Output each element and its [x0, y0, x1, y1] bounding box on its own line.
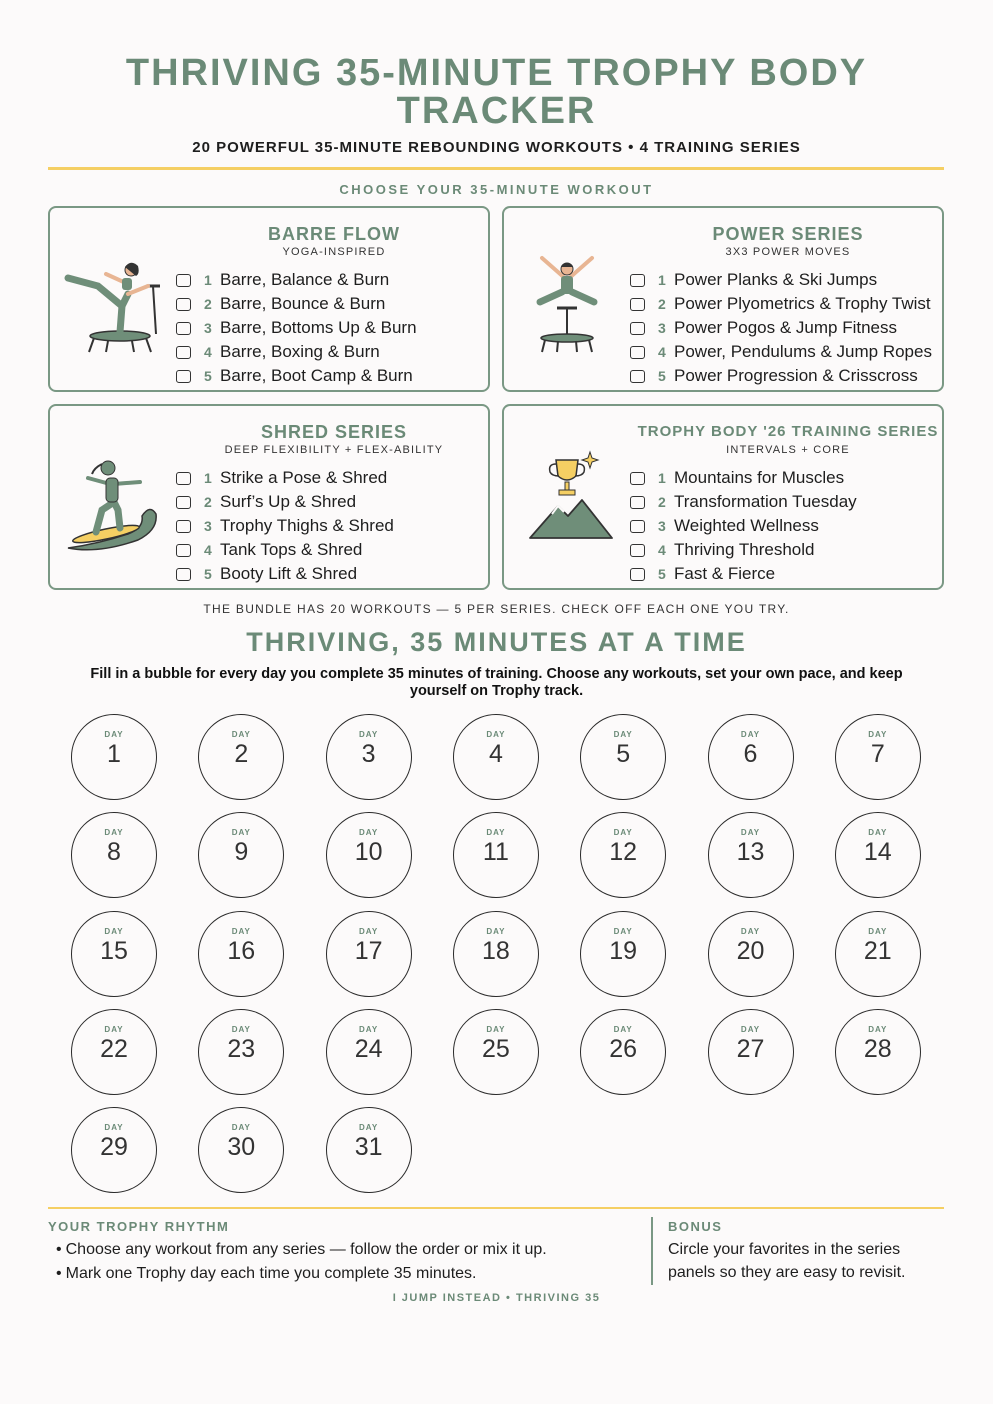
day-label: DAY [359, 828, 379, 838]
day-label: DAY [613, 730, 633, 739]
day-label: DAY [104, 1024, 124, 1034]
day-bubble[interactable] [835, 714, 921, 800]
day-label: DAY [868, 926, 888, 936]
series-subtitle: INTERVALS + CORE [726, 444, 850, 456]
day-number: 18 [481, 936, 510, 965]
rhythm-list [56, 1238, 547, 1286]
tracker-heading: THRIVING, 35 MINUTES AT A TIME [246, 627, 747, 657]
day-label: DAY [104, 1123, 124, 1133]
day-number: 17 [354, 936, 383, 965]
day-number: 30 [227, 1133, 256, 1162]
day-number: 23 [227, 1034, 256, 1063]
checkbox[interactable] [176, 274, 191, 287]
day-bubble[interactable] [580, 714, 666, 800]
day-label: DAY [486, 730, 506, 739]
day-bubble[interactable] [198, 1107, 284, 1193]
checkbox[interactable] [630, 496, 645, 509]
workout-item[interactable]: 3 Weighted Wellness [630, 514, 857, 538]
checkbox[interactable] [176, 322, 191, 335]
day-bubble[interactable] [835, 812, 921, 898]
day-number: 28 [863, 1034, 892, 1063]
day-number: 4 [488, 740, 503, 768]
title-line-1: THRIVING 35-MINUTE TROPHY BODY [125, 52, 868, 94]
bundle-note: THE BUNDLE HAS 20 WORKOUTS — 5 PER SERIES. CHECK OFF EACH ONE YOU TRY. [203, 602, 790, 616]
day-label: DAY [359, 730, 379, 739]
day-label: DAY [359, 1123, 379, 1133]
bonus-text: Circle your favorites in the series panels so they are easy to revisit. [668, 1241, 906, 1281]
day-bubble[interactable] [326, 1009, 412, 1095]
checkbox[interactable] [176, 496, 191, 509]
day-label: DAY [740, 828, 761, 838]
trophy-mountain-icon [512, 444, 622, 554]
day-bubble[interactable] [453, 714, 539, 800]
day-number: 2 [234, 740, 249, 768]
day-label: DAY [868, 730, 888, 739]
day-number: 29 [100, 1133, 128, 1162]
day-label: DAY [104, 828, 124, 838]
workout-item[interactable]: 5 Barre, Boot Camp & Burn [176, 364, 417, 388]
checkbox[interactable] [630, 472, 645, 485]
workout-item[interactable]: 3 Trophy Thighs & Shred [176, 514, 394, 538]
day-number: 1 [107, 740, 121, 768]
day-bubble[interactable] [198, 714, 284, 800]
series-title: SHRED SERIES [260, 422, 408, 442]
day-label: DAY [740, 730, 761, 739]
day-label: DAY [231, 730, 251, 739]
workout-item[interactable]: 2 Power Plyometrics & Trophy Twist [630, 292, 932, 316]
day-bubble[interactable] [198, 911, 284, 997]
series-panel-shred-series [48, 404, 490, 590]
day-number: 3 [361, 740, 376, 768]
day-bubble[interactable] [71, 812, 157, 898]
day-number: 14 [863, 838, 892, 867]
checkbox[interactable] [176, 370, 191, 383]
workout-item[interactable]: 3 Power Pogos & Jump Fitness [630, 316, 932, 340]
day-bubble[interactable] [835, 1009, 921, 1095]
day-bubble[interactable] [71, 714, 157, 800]
page-title [0, 54, 993, 130]
day-number: 20 [736, 936, 765, 965]
day-number: 12 [609, 838, 638, 867]
series-panel-barre-flow [48, 206, 490, 392]
workout-item[interactable]: 2 Surf’s Up & Shred [176, 490, 394, 514]
day-bubble[interactable] [580, 1009, 666, 1095]
workout-list [630, 466, 857, 586]
workout-list [176, 466, 394, 586]
checkbox[interactable] [176, 520, 191, 533]
day-number: 11 [482, 838, 509, 867]
day-bubble[interactable] [326, 812, 412, 898]
checkbox[interactable] [176, 472, 191, 485]
workout-item[interactable]: 1 Strike a Pose & Shred [176, 466, 394, 490]
series-title: POWER SERIES [712, 224, 864, 244]
workout-list [630, 268, 932, 388]
day-bubble[interactable] [453, 911, 539, 997]
day-bubble[interactable] [326, 714, 412, 800]
day-number: 26 [609, 1034, 638, 1063]
day-label: DAY [359, 1024, 379, 1034]
day-bubble[interactable] [71, 911, 157, 997]
surfer-icon [58, 444, 168, 554]
day-label: DAY [486, 828, 506, 838]
day-number: 7 [870, 740, 885, 768]
day-bubble[interactable] [198, 812, 284, 898]
day-number: 9 [234, 838, 249, 867]
checkbox[interactable] [630, 346, 645, 359]
day-label: DAY [104, 730, 124, 739]
workout-item[interactable]: 2 Barre, Bounce & Burn [176, 292, 417, 316]
day-label: DAY [740, 1024, 761, 1034]
day-bubble[interactable] [708, 714, 794, 800]
day-bubble[interactable] [326, 1107, 412, 1193]
day-bubble[interactable] [71, 1107, 157, 1193]
page-subtitle: 20 POWERFUL 35-MINUTE REBOUNDING WORKOUTS • 4 TRAINING SERIES [192, 139, 801, 156]
day-bubble[interactable] [326, 911, 412, 997]
checkbox[interactable] [176, 568, 191, 581]
workout-item[interactable]: 1 Mountains for Muscles [630, 466, 857, 490]
workout-item[interactable]: 3 Barre, Bottoms Up & Burn [176, 316, 417, 340]
rhythm-heading: YOUR TROPHY RHYTHM [48, 1219, 230, 1234]
workout-item[interactable]: 4 Thriving Threshold [630, 538, 857, 562]
day-number: 25 [481, 1034, 510, 1063]
day-number: 24 [354, 1034, 383, 1063]
workout-item[interactable]: 5 Power Progression & Crisscross [630, 364, 932, 388]
workout-item[interactable]: 4 Tank Tops & Shred [176, 538, 394, 562]
workout-item[interactable]: 5 Fast & Fierce [630, 562, 857, 586]
series-title: TROPHY BODY '26 TRAINING SERIES [637, 423, 939, 440]
day-number: 27 [736, 1034, 765, 1063]
day-number: 6 [743, 740, 758, 768]
jumping-athlete-icon [512, 246, 622, 356]
day-bubble[interactable] [708, 911, 794, 997]
day-label: DAY [104, 926, 124, 936]
series-panel-power-series [502, 206, 944, 392]
day-bubble[interactable] [708, 812, 794, 898]
day-bubble[interactable] [71, 1009, 157, 1095]
series-panel-trophy-body [502, 404, 944, 590]
day-number: 10 [354, 838, 383, 867]
workout-item[interactable]: 4 Barre, Boxing & Burn [176, 340, 417, 364]
tracker-instructions: Fill in a bubble for every day you complete 35 minutes of training. Choose any workouts, set your own pace, and keep yourself on Trophy track. [90, 666, 903, 699]
day-label: DAY [486, 926, 506, 936]
checkbox[interactable] [630, 568, 645, 581]
day-bubble[interactable] [198, 1009, 284, 1095]
checkbox[interactable] [176, 298, 191, 311]
title-line-2: TRACKER [396, 90, 597, 132]
day-bubble[interactable] [835, 911, 921, 997]
day-bubble[interactable] [453, 812, 539, 898]
day-number: 21 [863, 936, 892, 965]
day-bubble[interactable] [580, 812, 666, 898]
day-label: DAY [231, 926, 251, 936]
day-number: 5 [616, 740, 631, 768]
footer-credit: I JUMP INSTEAD • THRIVING 35 [392, 1292, 601, 1304]
checkbox[interactable] [630, 274, 645, 287]
day-label: DAY [613, 926, 633, 936]
day-label: DAY [613, 1024, 633, 1034]
day-number: 13 [736, 838, 765, 867]
section-divider [651, 1217, 653, 1285]
workout-item[interactable]: 1 Power Planks & Ski Jumps [630, 268, 932, 292]
day-label: DAY [740, 926, 761, 936]
day-label: DAY [231, 1024, 251, 1034]
series-title: BARRE FLOW [268, 224, 400, 244]
checkbox[interactable] [176, 346, 191, 359]
workout-item[interactable]: 4 Power, Pendulums & Jump Ropes [630, 340, 932, 364]
checkbox[interactable] [630, 298, 645, 311]
choose-workout-label: CHOOSE YOUR 35-MINUTE WORKOUT [339, 182, 654, 197]
day-number: 19 [609, 936, 638, 965]
workout-item[interactable]: 5 Booty Lift & Shred [176, 562, 394, 586]
checkbox[interactable] [630, 370, 645, 383]
workout-item[interactable]: 2 Transformation Tuesday [630, 490, 857, 514]
day-bubble[interactable] [580, 911, 666, 997]
barre-dancer-icon [58, 246, 168, 356]
day-number: 15 [100, 936, 128, 965]
checkbox[interactable] [630, 544, 645, 557]
header-divider [48, 167, 944, 170]
day-number: 31 [354, 1133, 383, 1162]
series-subtitle: DEEP FLEXIBILITY + FLEX-ABILITY [224, 444, 444, 456]
workout-list [176, 268, 417, 388]
day-label: DAY [359, 926, 379, 936]
day-label: DAY [231, 1123, 251, 1133]
day-label: DAY [868, 1024, 888, 1034]
checkbox[interactable] [176, 544, 191, 557]
day-bubble[interactable] [708, 1009, 794, 1095]
day-label: DAY [231, 828, 251, 838]
series-subtitle: 3X3 POWER MOVES [725, 246, 851, 258]
day-number: 8 [107, 838, 121, 867]
day-number: 22 [100, 1034, 128, 1063]
series-subtitle: YOGA-INSPIRED [282, 246, 386, 258]
rhythm-item: • Choose any workout from any series — follow the order or mix it up. [56, 1238, 547, 1262]
day-label: DAY [868, 828, 888, 838]
checkbox[interactable] [630, 520, 645, 533]
workout-item[interactable]: 1 Barre, Balance & Burn [176, 268, 417, 292]
checkbox[interactable] [630, 322, 645, 335]
day-number: 16 [227, 936, 256, 965]
day-label: DAY [613, 828, 633, 838]
day-bubble[interactable] [453, 1009, 539, 1095]
bonus-heading: BONUS [668, 1219, 723, 1234]
rhythm-item: • Mark one Trophy day each time you complete 35 minutes. [56, 1262, 547, 1286]
footer-divider [48, 1207, 944, 1209]
day-label: DAY [486, 1024, 506, 1034]
